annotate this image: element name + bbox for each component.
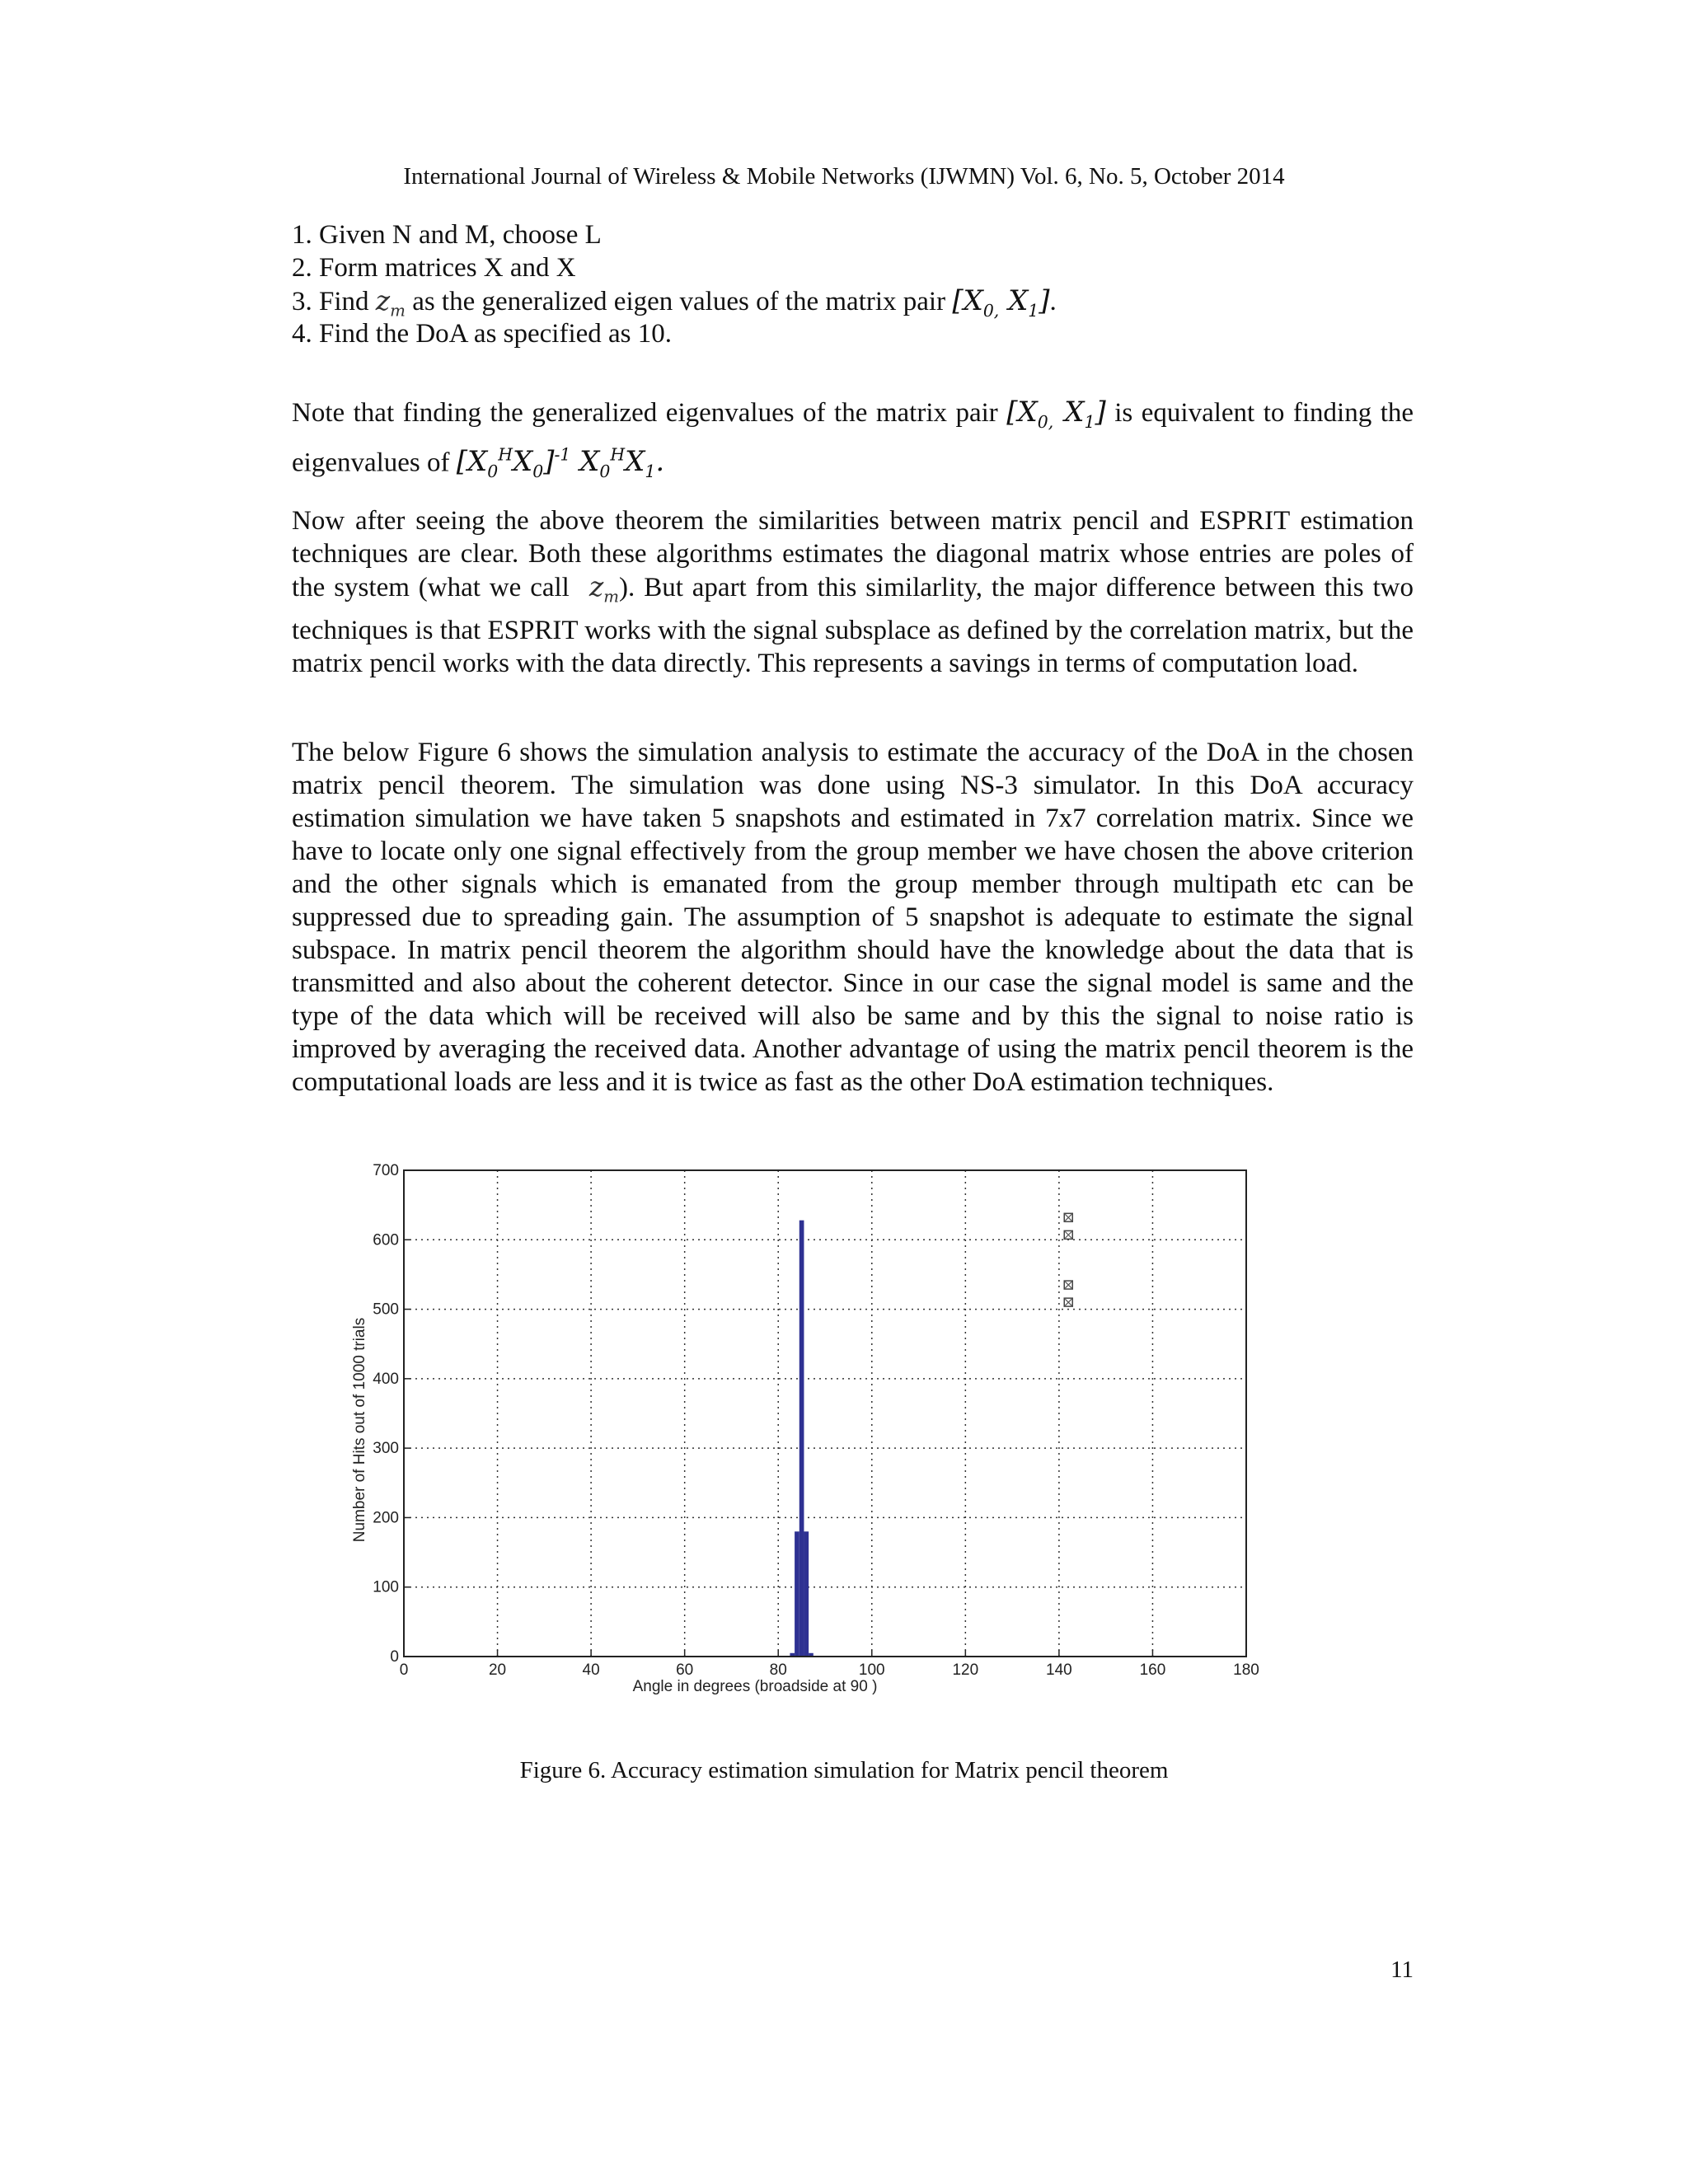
- y-tick-label: 500: [373, 1301, 399, 1319]
- step-3: 3. Find $z_m$ as the generalized eigen values of the matrix pair [$X_{0,}$ $X_1$].: [292, 284, 1057, 321]
- x-tick-label: 40: [582, 1661, 600, 1679]
- step-2: 2. Form matrices X and X: [292, 253, 576, 283]
- note-paragraph: Note that finding the generalized eigenvalues of the matrix pair [$X_{0,}$ $X_1$] is equivalent to finding the eigenvalues of $[X_0^HX_0]^{-1}$ $X_0^HX_1$.: [292, 396, 1414, 481]
- x-tick-label: 80: [769, 1661, 787, 1679]
- histogram-bar: [804, 1531, 809, 1657]
- page-number: 11: [1390, 1957, 1414, 1983]
- y-tick-label: 0: [390, 1648, 399, 1666]
- simulation-paragraph: The below Figure 6 shows the simulation analysis to estimate the accuracy of the DoA in the chosen matrix pencil theorem. The simulation was done using NS-3 simulator. In this DoA accuracy estimation simulation we have taken 5 snapshots and estimated in 7x7 correlation matrix. Since we have to locate only one signal effectively from the group member we have chosen the above criterion and the other signals which is emanated from the group member through multipath etc can be suppressed due to spreading gain. The assumption of 5 snapshot is adequate to estimate the signal subspace. In matrix pencil theorem the algorithm should have the knowledge about the data that is transmitted and also about the coherent detector. Since in our case the signal model is same and the type of the data which will be received will also be same and by this the signal to noise ratio is improved by averaging the received data. Another advantage of using the matrix pencil theorem is the computational loads are less and it is twice as fast as the other DoA estimation techniques.: [292, 738, 1414, 1097]
- x-tick-label: 180: [1233, 1661, 1259, 1679]
- journal-header: International Journal of Wireless & Mobile Networks (IJWMN) Vol. 6, No. 5, October 2014: [403, 163, 1285, 190]
- matrix-pair-symbol: [$X_{0,}$ $X_1$]: [1006, 396, 1106, 432]
- y-tick-label: 400: [373, 1370, 399, 1388]
- histogram-bar: [799, 1221, 804, 1657]
- zm-symbol: $z_m$: [578, 570, 620, 607]
- figure-caption: Figure 6. Accuracy estimation simulation for Matrix pencil theorem: [519, 1757, 1169, 1783]
- y-tick-label: 600: [373, 1231, 399, 1249]
- x-tick-label: 0: [399, 1661, 409, 1679]
- x-tick-label: 100: [858, 1661, 885, 1679]
- x-tick-label: 160: [1139, 1661, 1166, 1679]
- x-tick-label: 120: [952, 1661, 979, 1679]
- matrix-pair-symbol: [$X_{0,}$ $X_1$]: [952, 284, 1050, 321]
- y-axis-label: Number of Hits out of 1000 trials: [351, 1317, 368, 1543]
- x-tick-label: 140: [1046, 1661, 1072, 1679]
- y-tick-label: 100: [373, 1578, 399, 1596]
- step-1: 1. Given N and M, choose L: [292, 220, 602, 250]
- inverse-expression: $[X_0^HX_0]^{-1}$ $X_0^HX_1$.: [456, 444, 665, 481]
- algorithm-steps: [292, 218, 1414, 350]
- x-axis-label: Angle in degrees (broadside at 90 ): [632, 1678, 878, 1695]
- zm-symbol: $z_m$: [375, 284, 406, 321]
- y-tick-label: 300: [373, 1440, 399, 1458]
- y-tick-label: 700: [373, 1162, 399, 1179]
- y-tick-label: 200: [373, 1509, 399, 1527]
- plot-area: [404, 1170, 1246, 1657]
- x-tick-label: 20: [488, 1661, 507, 1679]
- similarity-paragraph: Now after seeing the above theorem the similarities between matrix pencil and ESPRIT estimation techniques are clear. Both these algorithms estimates the diagonal matrix whose entries are poles of the system (what we call $z_m$). But apart from this similarlity, the major difference between this two techniques is that ESPRIT works with the signal subsplace as defined by the correlation matrix, but the matrix pencil works with the data directly. This represents a savings in terms of computation load.: [292, 506, 1414, 678]
- histogram-bar: [795, 1531, 799, 1657]
- x-tick-label: 60: [676, 1661, 694, 1679]
- step-4: 4. Find the DoA as specified as 10.: [292, 319, 673, 349]
- hits-histogram-chart: [338, 1158, 1278, 1751]
